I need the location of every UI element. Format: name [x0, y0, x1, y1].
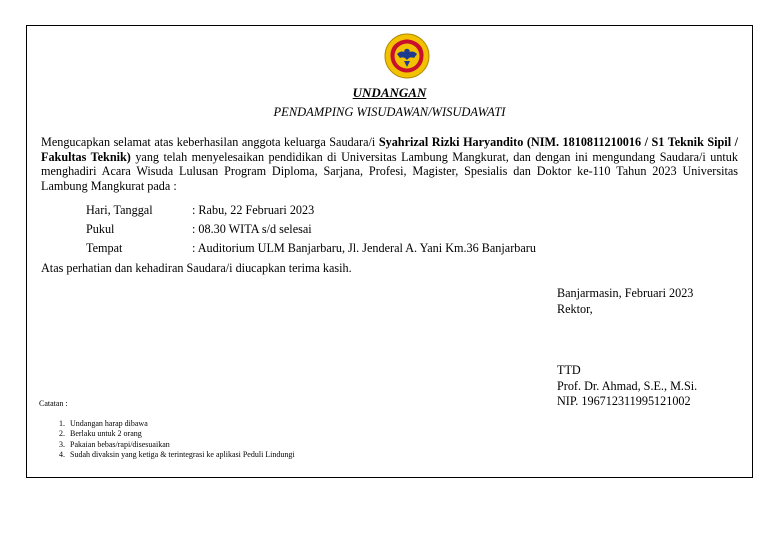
signature-block [557, 286, 697, 410]
event-details [86, 201, 536, 258]
signature-place-date: Banjarmasin, Februari 2023 [557, 286, 694, 300]
notes-list [51, 419, 295, 461]
note-text: Undangan harap dibawa [70, 419, 148, 428]
note-number: 1. [59, 419, 65, 428]
note-text: Pakaian bebas/rapi/disesuaikan [70, 439, 170, 449]
detail-row-time [86, 220, 536, 239]
note-number: 4. [59, 450, 65, 460]
list-item [51, 440, 295, 450]
note-number: 2. [59, 429, 65, 439]
signature-nip: NIP. 196712311995121002 [557, 394, 691, 408]
closing-text: Atas perhatian dan kehadiran Saudara/i diucapkan terima kasih. [41, 261, 352, 275]
note-number: 3. [59, 439, 65, 449]
intro-suffix: yang telah menyelesaikan pendidikan di Universitas Lambung Mangkurat, dan dengan ini mengundang Saudara/i untuk menghadiri Acara Wisuda Lulusan Program Diploma, Sarjana, Profesi, Magister, Spesialis dan Doktor ke-110 Tahun 2023 Universitas Lambung Mangkurat pada : [41, 149, 738, 193]
invitation-paragraph [41, 135, 738, 193]
intro-prefix: Mengucapkan selamat atas keberhasilan anggota keluarga Saudara/i [41, 135, 376, 149]
signature-name: Prof. Dr. Ahmad, S.E., M.Si. [557, 378, 698, 393]
detail-label: Tempat [86, 241, 123, 255]
detail-value: : 08.30 WITA s/d selesai [192, 222, 312, 236]
notes-label: Catatan : [39, 399, 68, 408]
document-subtitle: PENDAMPING WISUDAWAN/WISUDAWATI [273, 105, 506, 119]
list-item [51, 429, 295, 439]
graduate-name-nim: Syahrizal Rizki Haryandito (NIM. 1810811210016 / S1 Teknik Sipil / Fakultas Teknik) [41, 135, 738, 164]
detail-value: : Rabu, 22 Februari 2023 [192, 203, 315, 217]
detail-row-date [86, 201, 536, 220]
list-item [51, 450, 295, 460]
signature-ttd: TTD [557, 363, 581, 377]
university-emblem-logo [383, 32, 431, 80]
detail-label: Hari, Tanggal [86, 203, 153, 217]
detail-value: : Auditorium ULM Banjarbaru, Jl. Jenderal A. Yani Km.36 Banjarbaru [192, 241, 536, 255]
note-text: Berlaku untuk 2 orang [70, 429, 142, 439]
detail-label: Pukul [86, 222, 115, 236]
note-text: Sudah divaksin yang ketiga & terintegrasi ke aplikasi Peduli Lindungi [70, 450, 295, 460]
signature-role: Rektor, [557, 301, 593, 316]
invitation-card [26, 25, 753, 478]
detail-row-place [86, 239, 536, 258]
list-item [51, 419, 295, 429]
document-title: UNDANGAN [352, 85, 427, 100]
